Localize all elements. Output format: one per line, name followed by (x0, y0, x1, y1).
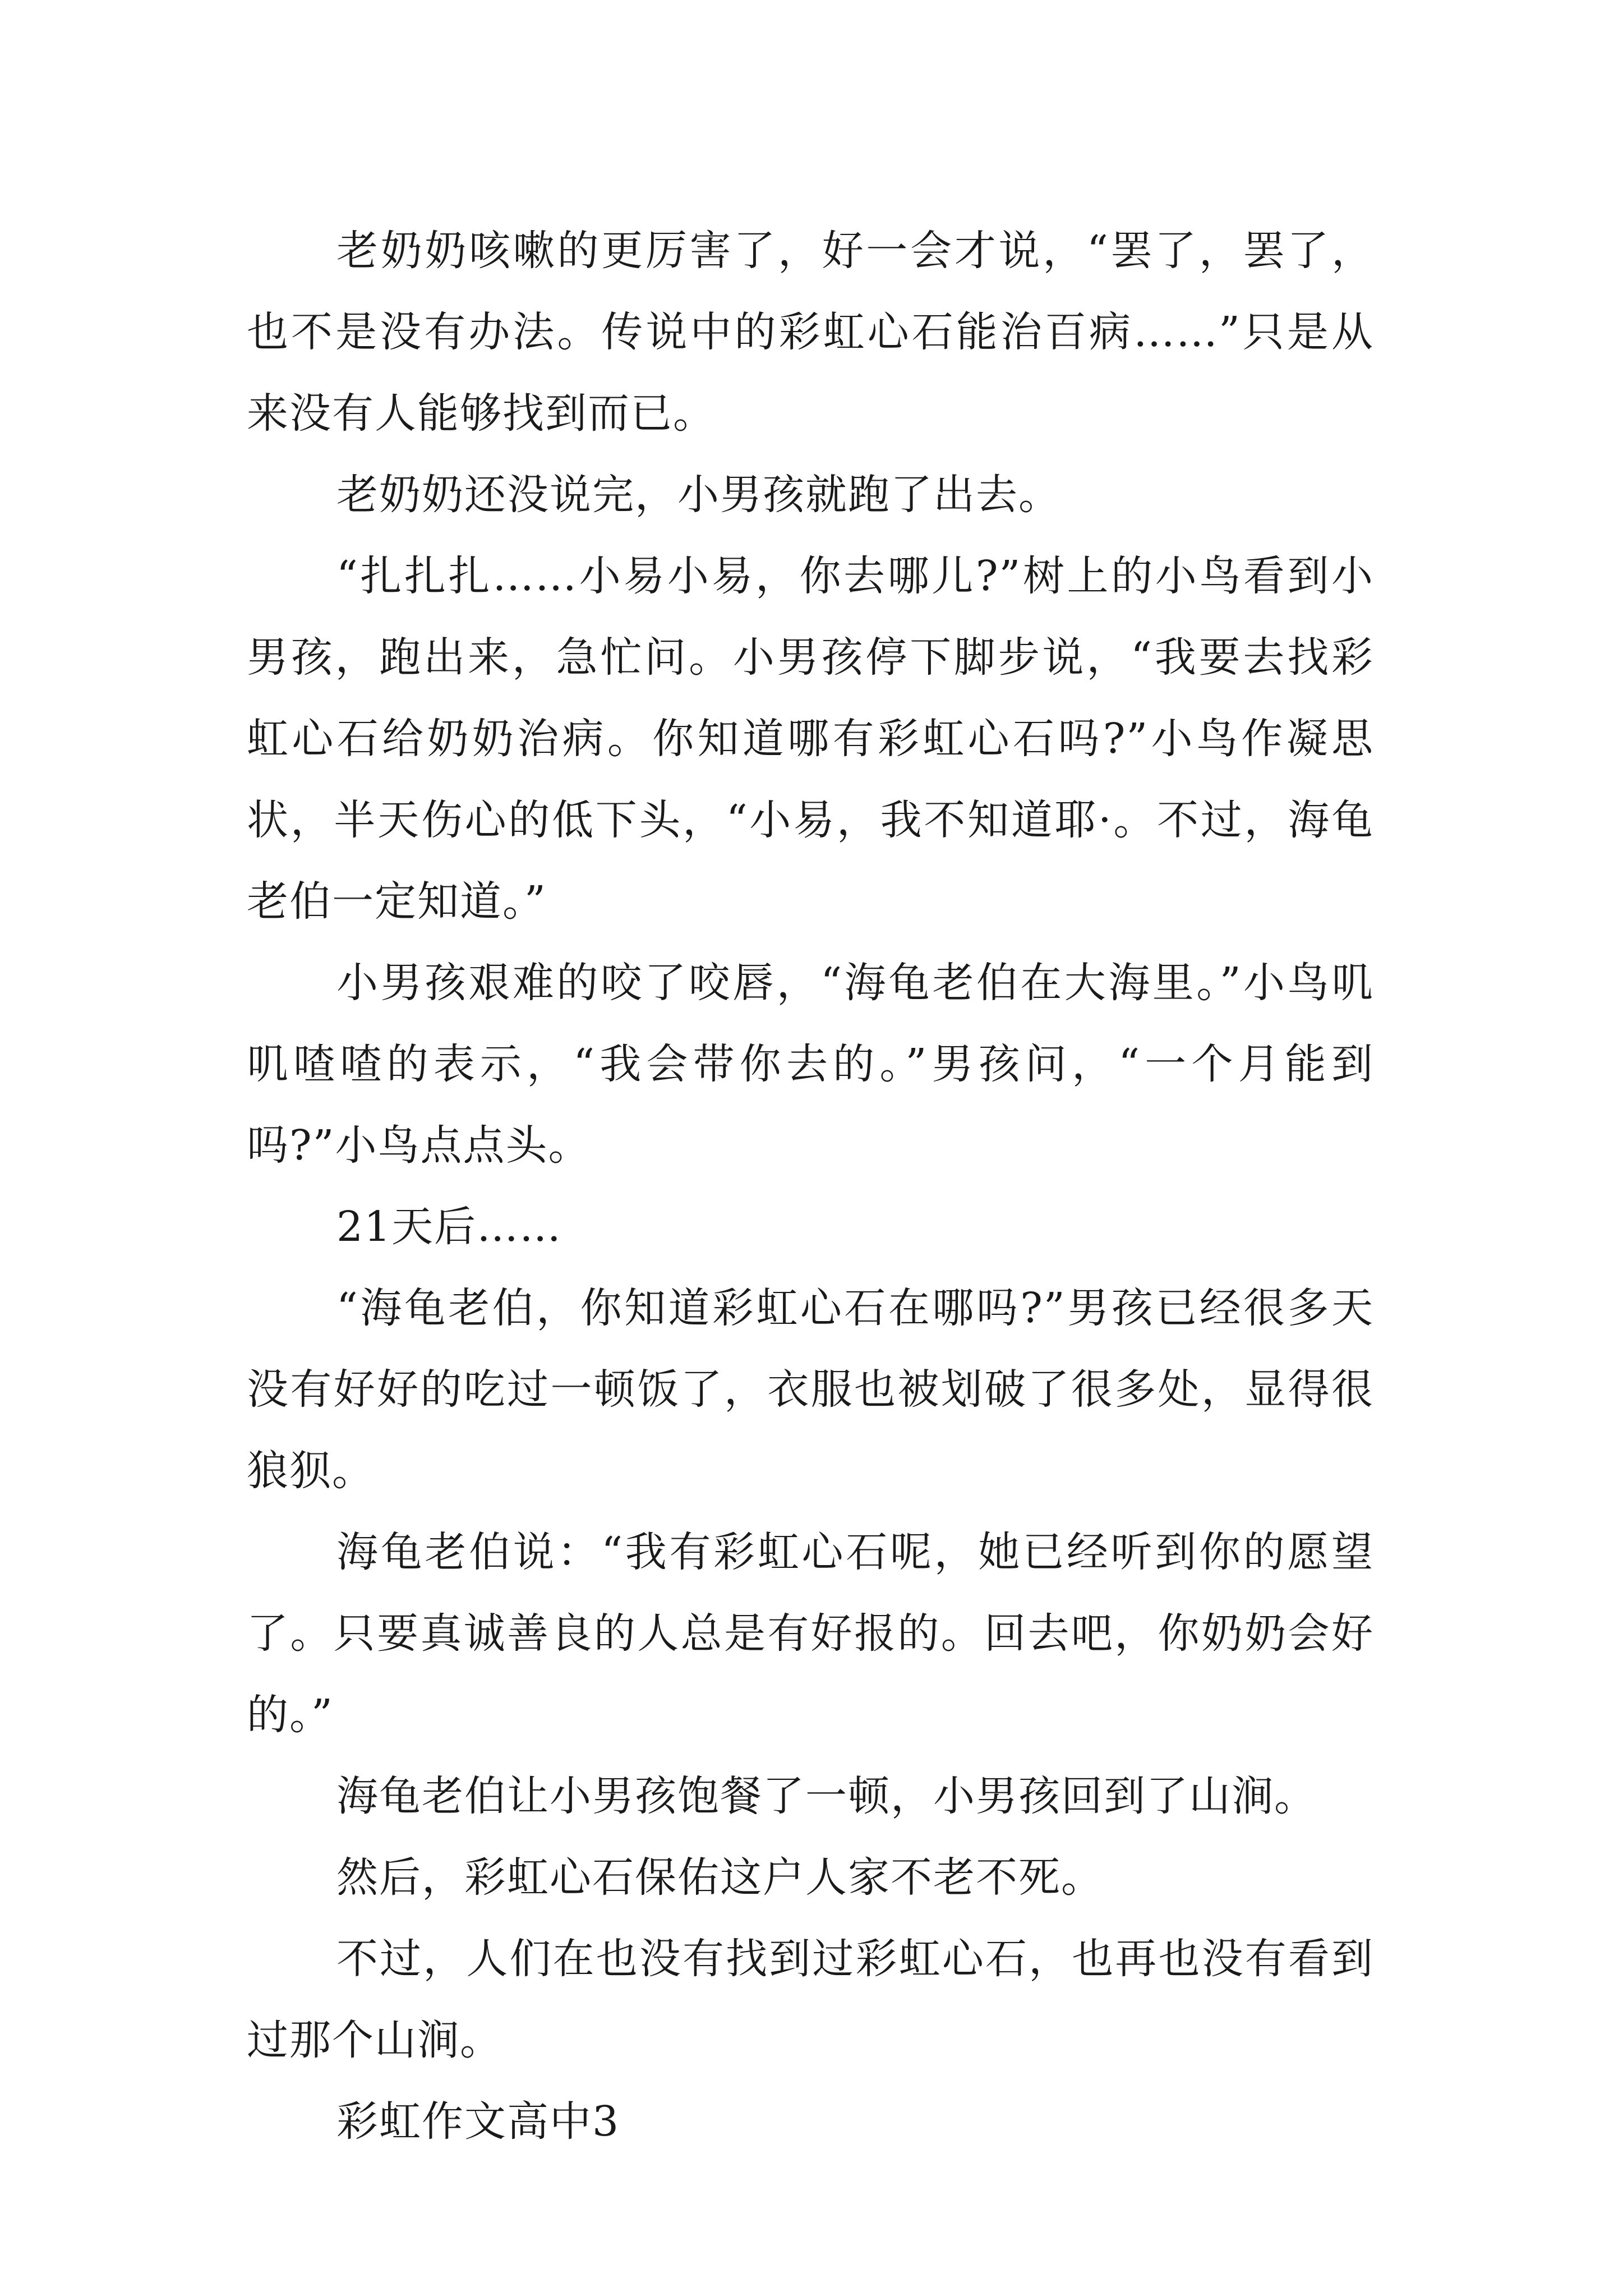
paragraph-7: 海龟老伯说：“我有彩虹心石呢，她已经听到你的愿望了。只要真诚善良的人总是有好报的。回去吧，你奶奶会好的。” (247, 1528, 1374, 1739)
paragraph-1: 老奶奶咳嗽的更厉害了，好一会才说，“罢了，罢了，也不是没有办法。传说中的彩虹心石能治百病……”只是从来没有人能够找到而已。 (247, 227, 1374, 438)
paragraph-3: “扎扎扎……小易小易，你去哪儿?”树上的小鸟看到小男孩，跑出来，急忙问。小男孩停下脚步说，“我要去找彩虹心石给奶奶治病。你知道哪有彩虹心石吗?”小鸟作凝思状，半天伤心的低下头，“小易，我不知道耶·。不过，海龟老伯一定知道。” (247, 552, 1374, 926)
document-body (247, 210, 1374, 2162)
paragraph-8: 海龟老伯让小男孩饱餐了一顿，小男孩回到了山涧。 (336, 1772, 1317, 1820)
paragraph-4: 小男孩艰难的咬了咬唇，“海龟老伯在大海里。”小鸟叽叽喳喳的表示，“我会带你去的。”男孩问，“一个月能到吗?”小鸟点点头。 (247, 959, 1374, 1170)
section-heading: 彩虹作文高中3 (336, 2097, 620, 2146)
paragraph-6: “海龟老伯，你知道彩虹心石在哪吗?”男孩已经很多天没有好好的吃过一顿饭了，衣服也被划破了很多处，显得很狼狈。 (247, 1284, 1374, 1495)
paragraph-9: 然后，彩虹心石保佑这户人家不老不死。 (336, 1853, 1104, 1902)
paragraph-5: 21天后…… (336, 1203, 562, 1251)
paragraph-2: 老奶奶还没说完，小男孩就跑了出去。 (336, 471, 1061, 519)
paragraph-10: 不过，人们在也没有找到过彩虹心石，也再也没有看到过那个山涧。 (247, 1935, 1374, 2064)
